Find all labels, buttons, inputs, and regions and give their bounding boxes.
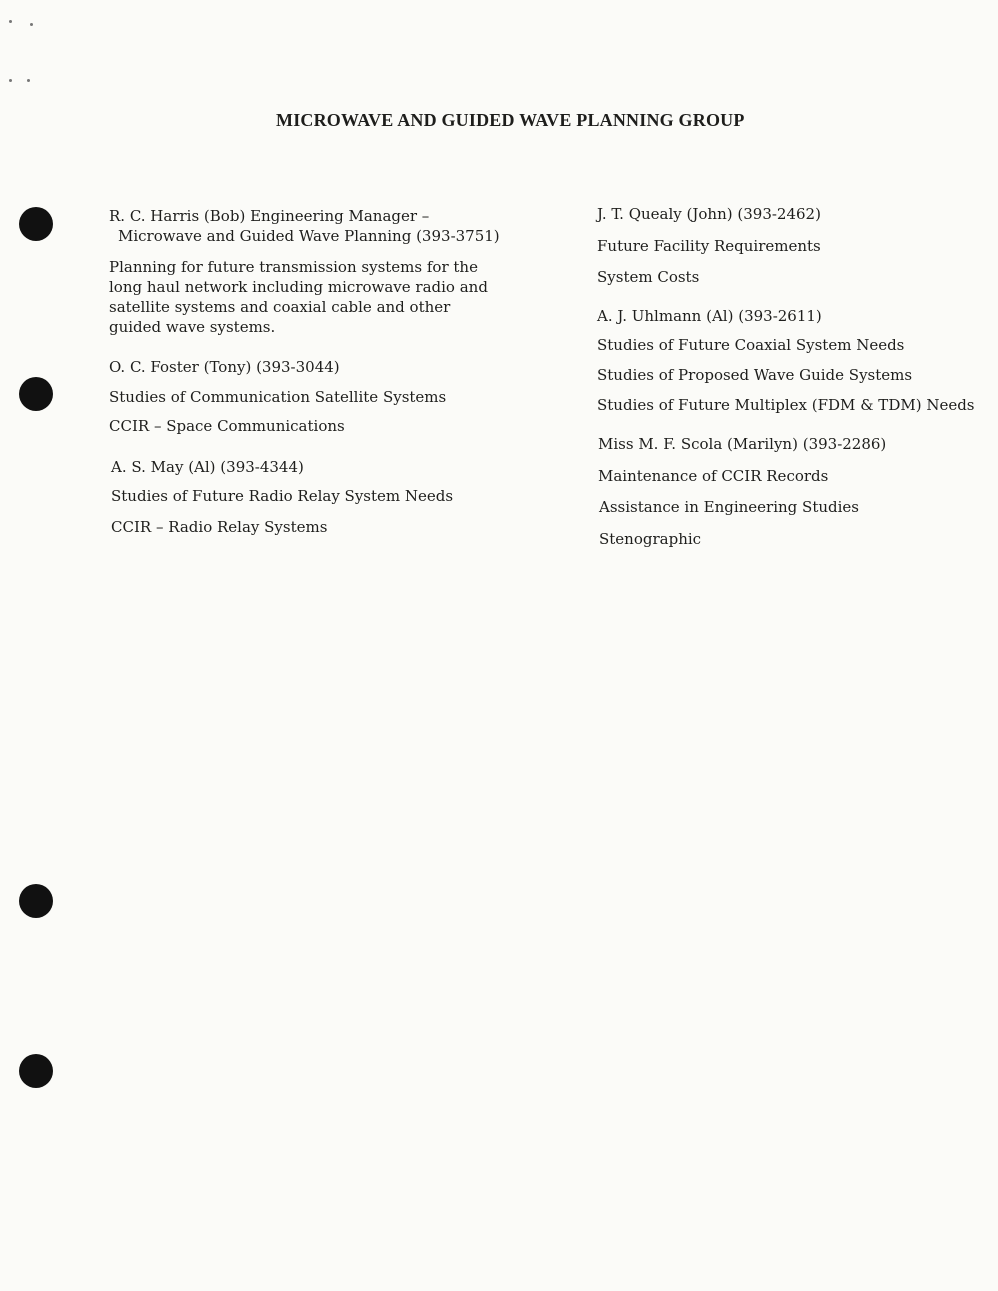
quealy-name-line: J. T. Quealy (John) (393-2462) (597, 205, 821, 223)
scola-duty: Maintenance of CCIR Records (598, 467, 829, 485)
uhlmann-duty: Studies of Proposed Wave Guide Systems (597, 366, 913, 384)
punch-hole (19, 207, 53, 241)
scola-name-line: Miss M. F. Scola (Marilyn) (393-2286) (598, 435, 887, 453)
quealy-duty: Future Facility Requirements (597, 237, 821, 255)
foster-name-line: O. C. Foster (Tony) (393-3044) (109, 358, 340, 376)
harris-description-line: Planning for future transmission systems for the (109, 258, 478, 276)
may-duty: CCIR – Radio Relay Systems (111, 518, 328, 536)
quealy-duty: System Costs (597, 268, 700, 286)
paper-speck (27, 79, 30, 82)
may-duty: Studies of Future Radio Relay System Needs (111, 487, 454, 505)
may-name-line: A. S. May (Al) (393-4344) (111, 458, 304, 476)
paper-speck (30, 23, 33, 26)
right-column (597, 204, 992, 554)
uhlmann-name-line: A. J. Uhlmann (Al) (393-2611) (597, 307, 822, 325)
page-title: MICROWAVE AND GUIDED WAVE PLANNING GROUP (276, 110, 745, 130)
harris-name-line: R. C. Harris (Bob) Engineering Manager – (109, 207, 430, 225)
paper-speck (9, 20, 12, 23)
paper-speck (9, 79, 12, 82)
harris-title-line: Microwave and Guided Wave Planning (393-3751) (118, 227, 500, 245)
foster-duty: Studies of Communication Satellite Systems (109, 388, 447, 406)
scola-duty: Assistance in Engineering Studies (599, 498, 859, 516)
punch-hole (19, 377, 53, 411)
harris-description-line: satellite systems and coaxial cable and other (109, 298, 451, 316)
harris-description-line: guided wave systems. (109, 318, 276, 336)
uhlmann-duty: Studies of Future Multiplex (FDM & TDM) Needs (597, 396, 975, 414)
left-column (109, 206, 509, 546)
punch-hole (19, 1054, 53, 1088)
foster-duty: CCIR – Space Communications (109, 417, 345, 435)
harris-description-line: long haul network including microwave radio and (109, 278, 488, 296)
uhlmann-duty: Studies of Future Coaxial System Needs (597, 336, 905, 354)
scola-duty: Stenographic (599, 530, 702, 548)
punch-hole (19, 884, 53, 918)
